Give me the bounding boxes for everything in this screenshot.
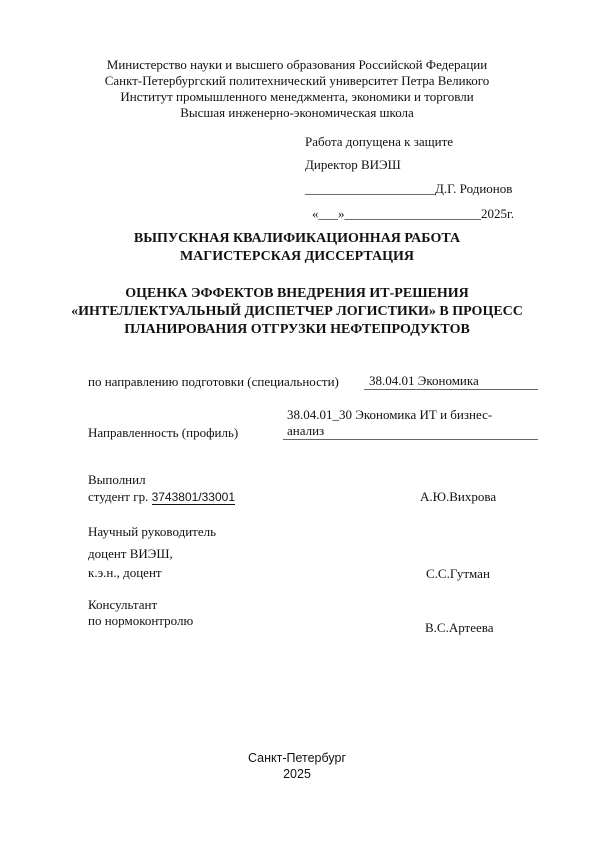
profile-value-line-1: 38.04.01_30 Экономика ИТ и бизнес-: [287, 407, 493, 422]
profile-value-line-2: анализ: [283, 423, 538, 440]
admitted-to-defense: Работа допущена к защите: [305, 134, 454, 149]
student-group: 3743801/33001: [151, 490, 235, 504]
footer-year: 2025: [283, 767, 311, 781]
direction-value: 38.04.01 Экономика: [364, 373, 538, 390]
date-month-blank: _____________________: [344, 206, 481, 221]
school-line: Высшая инженерно-экономическая школа: [180, 105, 414, 120]
approval-year: 2025г.: [481, 206, 515, 221]
student-prefix: студент гр.: [88, 489, 149, 504]
work-type-title: ВЫПУСКНАЯ КВАЛИФИКАЦИОННАЯ РАБОТА: [133, 231, 461, 246]
work-type-subtitle: МАГИСТЕРСКАЯ ДИССЕРТАЦИЯ: [179, 249, 415, 264]
university-line: Санкт-Петербургский политехнический университет Петра Великого: [104, 73, 490, 88]
supervisor-label: Научный руководитель: [88, 524, 217, 539]
profile-label: Направленность (профиль): [88, 425, 239, 440]
approval-date-row: [312, 206, 514, 222]
supervisor-name: С.С.Гутман: [426, 566, 490, 581]
supervisor-degree: к.э.н., доцент: [88, 565, 162, 580]
signature-blank: ____________________: [305, 181, 435, 196]
director-position: Директор ВИЭШ: [305, 157, 401, 172]
institute-line: Институт промышленного менеджмента, экономики и торговли: [120, 89, 474, 104]
topic-line-2: «ИНТЕЛЛЕКТУАЛЬНЫЙ ДИСПЕТЧЕР ЛОГИСТИКИ» В ПРОЦЕСС: [71, 304, 523, 319]
topic-line-3: ПЛАНИРОВАНИЯ ОТГРУЗКИ НЕФТЕПРОДУКТОВ: [124, 322, 470, 337]
footer-city: Санкт-Петербург: [247, 751, 347, 765]
direction-label: по направлению подготовки (специальности): [88, 374, 339, 389]
director-signature-row: [305, 181, 512, 197]
performer-label: Выполнил: [88, 472, 146, 487]
supervisor-position: доцент ВИЭШ,: [88, 546, 173, 561]
consultant-role: по нормоконтролю: [88, 613, 194, 628]
consultant-label: Консультант: [88, 597, 158, 612]
consultant-name: В.С.Артеева: [425, 620, 494, 635]
topic-line-1: ОЦЕНКА ЭФФЕКТОВ ВНЕДРЕНИЯ ИТ-РЕШЕНИЯ: [125, 286, 469, 301]
performer-student-row: [88, 489, 235, 505]
ministry-line: Министерство науки и высшего образования Российской Федерации: [106, 57, 488, 72]
performer-name: А.Ю.Вихрова: [420, 489, 497, 504]
date-day-blank: «___»: [312, 206, 345, 221]
director-name: Д.Г. Родионов: [435, 181, 513, 196]
